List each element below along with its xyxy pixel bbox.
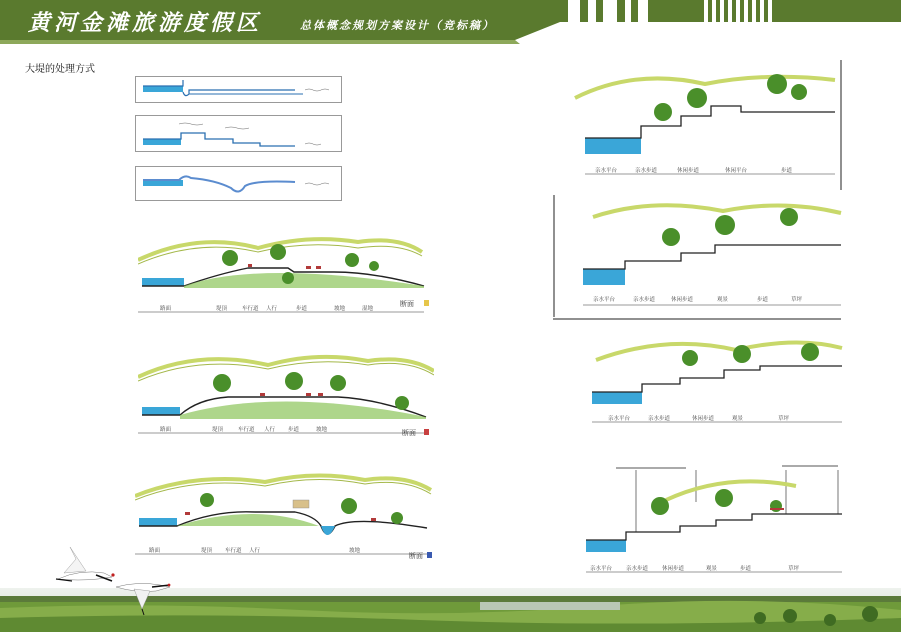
svg-text:步道: 步道 xyxy=(296,306,308,312)
svg-text:观景: 观景 xyxy=(732,416,744,422)
section-sketch-2 xyxy=(138,343,434,443)
svg-text:亲水平台: 亲水平台 xyxy=(593,297,616,303)
svg-text:亲水平台: 亲水平台 xyxy=(590,566,613,572)
line-diagram-1 xyxy=(136,77,342,103)
right-sketch-1 xyxy=(555,58,845,192)
right-sketch-4 xyxy=(556,462,846,580)
svg-text:坡地: 坡地 xyxy=(349,548,361,554)
svg-text:车行道: 车行道 xyxy=(225,548,242,554)
svg-text:亲水平台: 亲水平台 xyxy=(608,416,631,422)
svg-text:人行: 人行 xyxy=(264,427,276,433)
svg-text:坡地: 坡地 xyxy=(316,427,328,433)
svg-text:休闲步道: 休闲步道 xyxy=(662,566,685,572)
section-sketch-1 xyxy=(138,230,434,322)
svg-text:堤顶: 堤顶 xyxy=(216,306,228,312)
svg-text:休闲步道: 休闲步道 xyxy=(692,416,715,422)
svg-text:亲水步道: 亲水步道 xyxy=(633,297,656,303)
svg-text:步道: 步道 xyxy=(288,427,300,433)
line-diagram-2 xyxy=(136,116,342,152)
svg-text:步道: 步道 xyxy=(757,297,769,303)
right-sketch-2 xyxy=(553,195,843,320)
section-label: 大堤的处理方式 xyxy=(25,64,95,75)
svg-text:亲水步道: 亲水步道 xyxy=(648,416,671,422)
svg-text:草坪: 草坪 xyxy=(788,566,800,572)
section-label-2: 断面 xyxy=(402,429,416,437)
page-title: 黄河金滩旅游度假区 xyxy=(28,10,263,36)
dike-line-diagrams xyxy=(135,76,345,202)
svg-text:堤顶: 堤顶 xyxy=(212,427,224,433)
svg-text:观景: 观景 xyxy=(717,297,729,303)
svg-text:路面: 路面 xyxy=(149,548,161,554)
svg-text:车行道: 车行道 xyxy=(242,306,259,312)
header-banner xyxy=(0,0,901,46)
svg-text:观景: 观景 xyxy=(706,566,718,572)
svg-text:坡地: 坡地 xyxy=(334,306,346,312)
svg-text:步道: 步道 xyxy=(740,566,752,572)
svg-text:亲水步道: 亲水步道 xyxy=(635,168,658,174)
svg-text:路面: 路面 xyxy=(160,306,172,312)
svg-text:堤顶: 堤顶 xyxy=(201,548,213,554)
section-sketch-3 xyxy=(135,466,435,562)
svg-text:休闲步道: 休闲步道 xyxy=(671,297,694,303)
svg-text:人行: 人行 xyxy=(249,548,261,554)
svg-text:休闲平台: 休闲平台 xyxy=(725,168,748,174)
section-label-3: 断面 xyxy=(409,552,423,560)
svg-text:人行: 人行 xyxy=(266,306,278,312)
svg-text:路面: 路面 xyxy=(160,427,172,433)
section-label-1: 断面 xyxy=(400,300,414,308)
line-diagram-3 xyxy=(136,167,342,201)
svg-text:亲水平台: 亲水平台 xyxy=(595,168,618,174)
page-subtitle: 总体概念规划方案设计（竞标稿） xyxy=(300,19,495,32)
svg-text:草坪: 草坪 xyxy=(778,416,790,422)
svg-text:亲水步道: 亲水步道 xyxy=(626,566,649,572)
svg-text:湿地: 湿地 xyxy=(362,306,374,312)
right-sketch-3 xyxy=(556,330,846,440)
svg-text:车行道: 车行道 xyxy=(238,427,255,433)
svg-text:休闲步道: 休闲步道 xyxy=(677,168,700,174)
crane-illustration-2 xyxy=(112,575,174,617)
svg-text:步道: 步道 xyxy=(781,168,793,174)
svg-text:草坪: 草坪 xyxy=(791,297,803,303)
